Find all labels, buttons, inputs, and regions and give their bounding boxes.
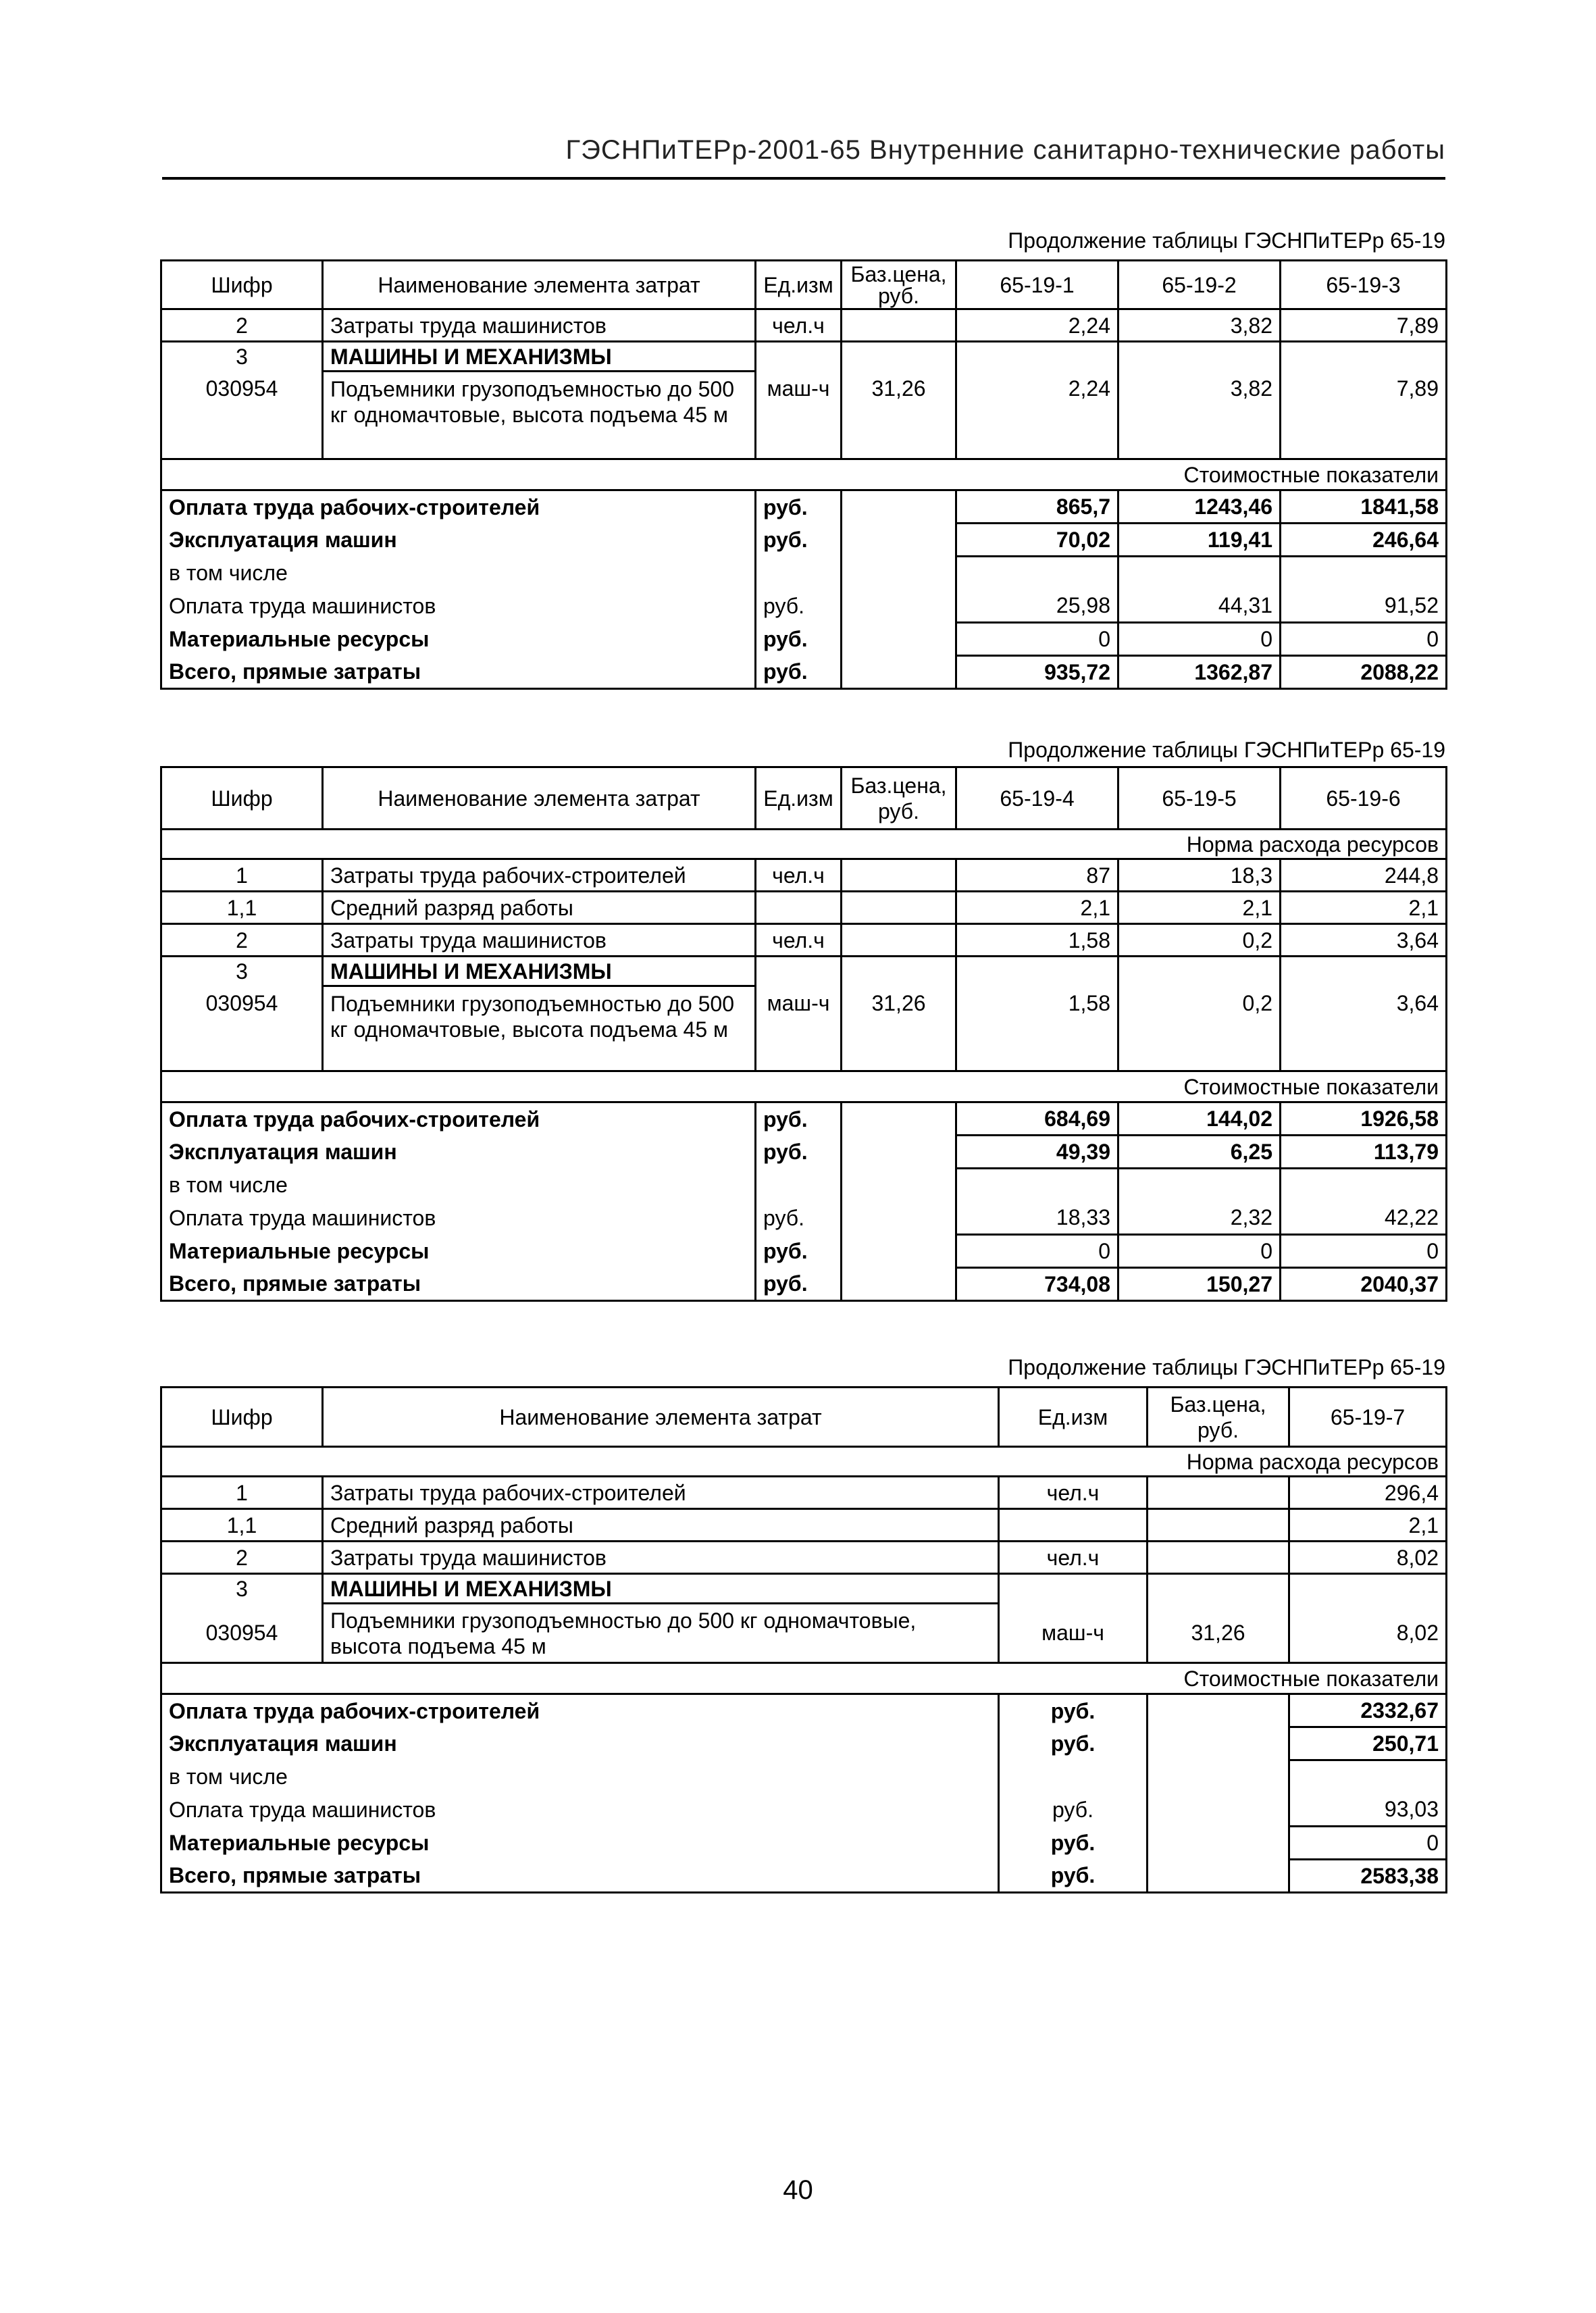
- header-code: Шифр: [161, 261, 323, 309]
- cost-value: 2040,37: [1281, 1268, 1447, 1301]
- cost-value: 70,02: [956, 524, 1118, 557]
- cost-value: 0: [1118, 1235, 1281, 1268]
- row-unit: [999, 1509, 1148, 1542]
- cost-price: [842, 1169, 956, 1202]
- cost-row: [161, 1102, 1447, 1136]
- row-value: [956, 342, 1118, 372]
- cost-name: Оплата труда машинистов: [161, 1202, 756, 1235]
- cost-value: 2332,67: [1289, 1694, 1447, 1727]
- header-unit: Ед.изм: [756, 767, 842, 830]
- cost-value: 246,64: [1281, 524, 1447, 557]
- cost-price: [842, 623, 956, 656]
- cost-name: Эксплуатация машин: [161, 1727, 999, 1760]
- row-price: [1148, 1477, 1289, 1509]
- cost-price: [842, 656, 956, 689]
- cost-value: 865,7: [956, 490, 1118, 524]
- row-name: Затраты труда машинистов: [323, 1542, 999, 1574]
- cost-value: 0: [1118, 623, 1281, 656]
- row-code: 030954: [161, 372, 323, 459]
- row-value: [1118, 342, 1281, 372]
- section-label: Стоимостные показатели: [161, 459, 1447, 490]
- cost-row: [161, 1202, 1447, 1235]
- row-unit: маш-ч: [999, 1604, 1148, 1663]
- cost-row: [161, 1827, 1447, 1860]
- cost-name: Оплата труда рабочих-строителей: [161, 1102, 756, 1136]
- row-name: Средний разряд работы: [323, 892, 756, 924]
- header-name: Наименование элемента затрат: [323, 261, 756, 309]
- cost-price: [1148, 1760, 1289, 1794]
- cost-row: [161, 1694, 1447, 1727]
- row-value: 244,8: [1281, 859, 1447, 892]
- cost-name: Материальные ресурсы: [161, 1235, 756, 1268]
- row-price: [842, 342, 956, 372]
- row-code: 1: [161, 1477, 323, 1509]
- row-unit: чел.ч: [999, 1477, 1148, 1509]
- header-code: Шифр: [161, 1388, 323, 1447]
- cost-value: 91,52: [1281, 590, 1447, 623]
- cost-row: [161, 623, 1447, 656]
- row-unit: [999, 1574, 1148, 1604]
- cost-unit: [756, 557, 842, 590]
- header-col1: 65-19-7: [1289, 1388, 1447, 1447]
- row-value: 7,89: [1281, 309, 1447, 342]
- cost-unit: руб.: [756, 1136, 842, 1169]
- page-number: 40: [783, 2175, 813, 2205]
- row-name: Подъемники грузоподъемностью до 500 кг одномачтовые, высота подъема 45 м: [323, 372, 756, 459]
- row-name: Подъемники грузоподъемностью до 500 кг одномачтовые, высота подъема 45 м: [323, 1604, 999, 1663]
- cost-unit: руб.: [756, 1268, 842, 1301]
- row-value: 2,24: [956, 372, 1118, 459]
- header-col3: 65-19-6: [1281, 767, 1447, 830]
- norm-row: [161, 1447, 1447, 1477]
- table2-caption: Продолжение таблицы ГЭСНПиТЕРр 65-19: [1008, 738, 1445, 762]
- cost-unit: руб.: [756, 656, 842, 689]
- table-row: [161, 1542, 1447, 1574]
- row-name: Затраты труда рабочих-строителей: [323, 1477, 999, 1509]
- cost-value: 150,27: [1118, 1268, 1281, 1301]
- row-value: 2,1: [956, 892, 1118, 924]
- header-name: Наименование элемента затрат: [323, 1388, 999, 1447]
- cost-name: в том числе: [161, 1169, 756, 1202]
- cost-row: [161, 1136, 1447, 1169]
- cost-name: Эксплуатация машин: [161, 1136, 756, 1169]
- row-name: Средний разряд работы: [323, 1509, 999, 1542]
- cost-price: [842, 1268, 956, 1301]
- cost-price: [1148, 1860, 1289, 1893]
- table-row: [161, 1574, 1447, 1604]
- cost-value: 250,71: [1289, 1727, 1447, 1760]
- cost-value: 734,08: [956, 1268, 1118, 1301]
- cost-value: 1362,87: [1118, 656, 1281, 689]
- cost-value: 0: [956, 623, 1118, 656]
- row-name: Подъемники грузоподъемностью до 500 кг одномачтовые, высота подъема 45 м: [323, 986, 756, 1071]
- cost-value: 1243,46: [1118, 490, 1281, 524]
- cost-name: Оплата труда рабочих-строителей: [161, 490, 756, 524]
- table2: [160, 766, 1447, 1302]
- document-header: ГЭСНПиТЕРр-2001-65 Внутренние санитарно-технические работы: [565, 135, 1445, 165]
- row-unit: чел.ч: [756, 859, 842, 892]
- cost-value: 2,32: [1118, 1202, 1281, 1235]
- cost-name: Всего, прямые затраты: [161, 1268, 756, 1301]
- row-value: 2,24: [956, 309, 1118, 342]
- row-value: 2,1: [1281, 892, 1447, 924]
- table-row: [161, 342, 1447, 372]
- table-row: [161, 986, 1447, 1071]
- row-unit: [756, 892, 842, 924]
- norm-label: Норма расхода ресурсов: [161, 830, 1447, 859]
- table-row: [161, 1604, 1447, 1663]
- section-row: [161, 1663, 1447, 1694]
- cost-row: [161, 1760, 1447, 1794]
- header-rule: [162, 177, 1445, 180]
- header-code: Шифр: [161, 767, 323, 830]
- table2-header-row: [161, 767, 1447, 830]
- cost-value: 119,41: [1118, 524, 1281, 557]
- cost-unit: руб.: [999, 1794, 1148, 1827]
- cost-unit: руб.: [756, 1102, 842, 1136]
- header-price: Баз.цена, руб.: [842, 261, 956, 309]
- row-value: [1289, 1574, 1447, 1604]
- row-price: [1148, 1574, 1289, 1604]
- cost-price: [1148, 1794, 1289, 1827]
- table-row: [161, 892, 1447, 924]
- cost-value: [1281, 1169, 1447, 1202]
- cost-name: Оплата труда машинистов: [161, 590, 756, 623]
- header-col2: 65-19-5: [1118, 767, 1281, 830]
- cost-unit: руб.: [756, 590, 842, 623]
- row-code: 1: [161, 859, 323, 892]
- header-col2: 65-19-2: [1118, 261, 1281, 309]
- cost-value: 18,33: [956, 1202, 1118, 1235]
- cost-value: [1281, 557, 1447, 590]
- cost-unit: руб.: [756, 623, 842, 656]
- cost-value: 935,72: [956, 656, 1118, 689]
- section-row: [161, 1071, 1447, 1102]
- header-unit: Ед.изм: [999, 1388, 1148, 1447]
- row-value: 3,64: [1281, 924, 1447, 957]
- row-name: Затраты труда машинистов: [323, 309, 756, 342]
- cost-value: 144,02: [1118, 1102, 1281, 1136]
- cost-price: [842, 1102, 956, 1136]
- cost-value: 1926,58: [1281, 1102, 1447, 1136]
- row-name: Затраты труда рабочих-строителей: [323, 859, 756, 892]
- row-unit: маш-ч: [756, 986, 842, 1071]
- table-row: [161, 957, 1447, 986]
- cost-price: [842, 1202, 956, 1235]
- cost-value: 0: [1281, 1235, 1447, 1268]
- cost-value: [1118, 1169, 1281, 1202]
- section-row: [161, 459, 1447, 490]
- row-price: [842, 859, 956, 892]
- cost-value: 6,25: [1118, 1136, 1281, 1169]
- row-value: 3,82: [1118, 372, 1281, 459]
- row-unit: [756, 342, 842, 372]
- row-code: 2: [161, 924, 323, 957]
- cost-unit: [999, 1760, 1148, 1794]
- norm-label: Норма расхода ресурсов: [161, 1447, 1447, 1477]
- cost-unit: руб.: [999, 1694, 1148, 1727]
- cost-name: в том числе: [161, 557, 756, 590]
- row-name: МАШИНЫ И МЕХАНИЗМЫ: [323, 342, 756, 372]
- cost-value: 0: [956, 1235, 1118, 1268]
- table-row: [161, 1477, 1447, 1509]
- cost-row: [161, 1794, 1447, 1827]
- cost-unit: руб.: [999, 1827, 1148, 1860]
- row-price: 31,26: [842, 372, 956, 459]
- row-code: 1,1: [161, 1509, 323, 1542]
- cost-price: [842, 524, 956, 557]
- row-price: [1148, 1542, 1289, 1574]
- cost-row: [161, 590, 1447, 623]
- cost-price: [842, 557, 956, 590]
- row-code: 2: [161, 1542, 323, 1574]
- row-code: 1,1: [161, 892, 323, 924]
- cost-value: 1841,58: [1281, 490, 1447, 524]
- cost-row: [161, 1860, 1447, 1893]
- row-price: [842, 957, 956, 986]
- section-label: Стоимостные показатели: [161, 1071, 1447, 1102]
- cost-price: [842, 490, 956, 524]
- row-price: [842, 924, 956, 957]
- cost-value: 684,69: [956, 1102, 1118, 1136]
- row-code: 3: [161, 957, 323, 986]
- row-price: 31,26: [1148, 1604, 1289, 1663]
- cost-name: Материальные ресурсы: [161, 623, 756, 656]
- table1-header-row: [161, 261, 1447, 309]
- cost-value: 42,22: [1281, 1202, 1447, 1235]
- row-code: 3: [161, 342, 323, 372]
- cost-row: [161, 1169, 1447, 1202]
- cost-name: Всего, прямые затраты: [161, 1860, 999, 1893]
- row-value: [1118, 957, 1281, 986]
- row-unit: маш-ч: [756, 372, 842, 459]
- row-value: 0,2: [1118, 924, 1281, 957]
- cost-row: [161, 1235, 1447, 1268]
- row-name: МАШИНЫ И МЕХАНИЗМЫ: [323, 1574, 999, 1604]
- cost-value: [1118, 557, 1281, 590]
- norm-row: [161, 830, 1447, 859]
- header-price: Баз.цена, руб.: [1148, 1388, 1289, 1447]
- cost-value: 49,39: [956, 1136, 1118, 1169]
- row-unit: [756, 957, 842, 986]
- cost-row: [161, 1727, 1447, 1760]
- table1-caption: Продолжение таблицы ГЭСНПиТЕРр 65-19: [1008, 228, 1445, 253]
- row-value: 3,82: [1118, 309, 1281, 342]
- header-col1: 65-19-1: [956, 261, 1118, 309]
- cost-value: [1289, 1760, 1447, 1794]
- cost-name: Всего, прямые затраты: [161, 656, 756, 689]
- cost-value: 93,03: [1289, 1794, 1447, 1827]
- cost-row: [161, 656, 1447, 689]
- row-price: [1148, 1509, 1289, 1542]
- row-unit: чел.ч: [999, 1542, 1148, 1574]
- cost-value: 2088,22: [1281, 656, 1447, 689]
- cost-price: [1148, 1727, 1289, 1760]
- row-value: 2,1: [1289, 1509, 1447, 1542]
- header-unit: Ед.изм: [756, 261, 842, 309]
- cost-value: 44,31: [1118, 590, 1281, 623]
- header-col1: 65-19-4: [956, 767, 1118, 830]
- row-code: 3: [161, 1574, 323, 1604]
- cost-value: [956, 1169, 1118, 1202]
- row-value: 296,4: [1289, 1477, 1447, 1509]
- table1: [160, 259, 1447, 690]
- row-code: 030954: [161, 986, 323, 1071]
- cost-unit: руб.: [999, 1727, 1148, 1760]
- cost-value: [956, 557, 1118, 590]
- table-row: [161, 1509, 1447, 1542]
- cost-name: в том числе: [161, 1760, 999, 1794]
- cost-price: [842, 1235, 956, 1268]
- row-value: 3,64: [1281, 986, 1447, 1071]
- table-row: [161, 924, 1447, 957]
- cost-row: [161, 1268, 1447, 1301]
- cost-row: [161, 524, 1447, 557]
- section-label: Стоимостные показатели: [161, 1663, 1447, 1694]
- row-value: [956, 957, 1118, 986]
- cost-row: [161, 557, 1447, 590]
- cost-name: Оплата труда рабочих-строителей: [161, 1694, 999, 1727]
- row-price: [842, 892, 956, 924]
- cost-price: [842, 1136, 956, 1169]
- row-unit: чел.ч: [756, 309, 842, 342]
- cost-value: 25,98: [956, 590, 1118, 623]
- cost-unit: руб.: [756, 1235, 842, 1268]
- table-row: [161, 372, 1447, 459]
- cost-value: 0: [1281, 623, 1447, 656]
- cost-price: [1148, 1827, 1289, 1860]
- row-value: 18,3: [1118, 859, 1281, 892]
- cost-unit: руб.: [756, 490, 842, 524]
- row-code: 2: [161, 309, 323, 342]
- row-value: [1281, 342, 1447, 372]
- header-price: Баз.цена, руб.: [842, 767, 956, 830]
- cost-value: 2583,38: [1289, 1860, 1447, 1893]
- cost-unit: руб.: [756, 1202, 842, 1235]
- row-value: 87: [956, 859, 1118, 892]
- row-value: [1281, 957, 1447, 986]
- cost-unit: руб.: [999, 1860, 1148, 1893]
- row-value: 8,02: [1289, 1604, 1447, 1663]
- cost-price: [1148, 1694, 1289, 1727]
- table3-grid: [160, 1386, 1447, 1893]
- table-row: [161, 309, 1447, 342]
- table3-caption: Продолжение таблицы ГЭСНПиТЕРр 65-19: [1008, 1355, 1445, 1379]
- cost-unit: [756, 1169, 842, 1202]
- row-value: 1,58: [956, 924, 1118, 957]
- row-name: Затраты труда машинистов: [323, 924, 756, 957]
- cost-name: Оплата труда машинистов: [161, 1794, 999, 1827]
- cost-value: 113,79: [1281, 1136, 1447, 1169]
- row-code: 030954: [161, 1604, 323, 1663]
- row-value: 8,02: [1289, 1542, 1447, 1574]
- cost-name: Материальные ресурсы: [161, 1827, 999, 1860]
- row-name: МАШИНЫ И МЕХАНИЗМЫ: [323, 957, 756, 986]
- table3-header-row: [161, 1388, 1447, 1447]
- table-row: [161, 859, 1447, 892]
- cost-price: [842, 590, 956, 623]
- row-price: 31,26: [842, 986, 956, 1071]
- row-unit: чел.ч: [756, 924, 842, 957]
- row-value: 0,2: [1118, 986, 1281, 1071]
- row-value: 1,58: [956, 986, 1118, 1071]
- cost-value: 0: [1289, 1827, 1447, 1860]
- row-price: [842, 309, 956, 342]
- row-value: 2,1: [1118, 892, 1281, 924]
- header-col3: 65-19-3: [1281, 261, 1447, 309]
- cost-name: Эксплуатация машин: [161, 524, 756, 557]
- cost-row: [161, 490, 1447, 524]
- row-value: 7,89: [1281, 372, 1447, 459]
- header-name: Наименование элемента затрат: [323, 767, 756, 830]
- cost-unit: руб.: [756, 524, 842, 557]
